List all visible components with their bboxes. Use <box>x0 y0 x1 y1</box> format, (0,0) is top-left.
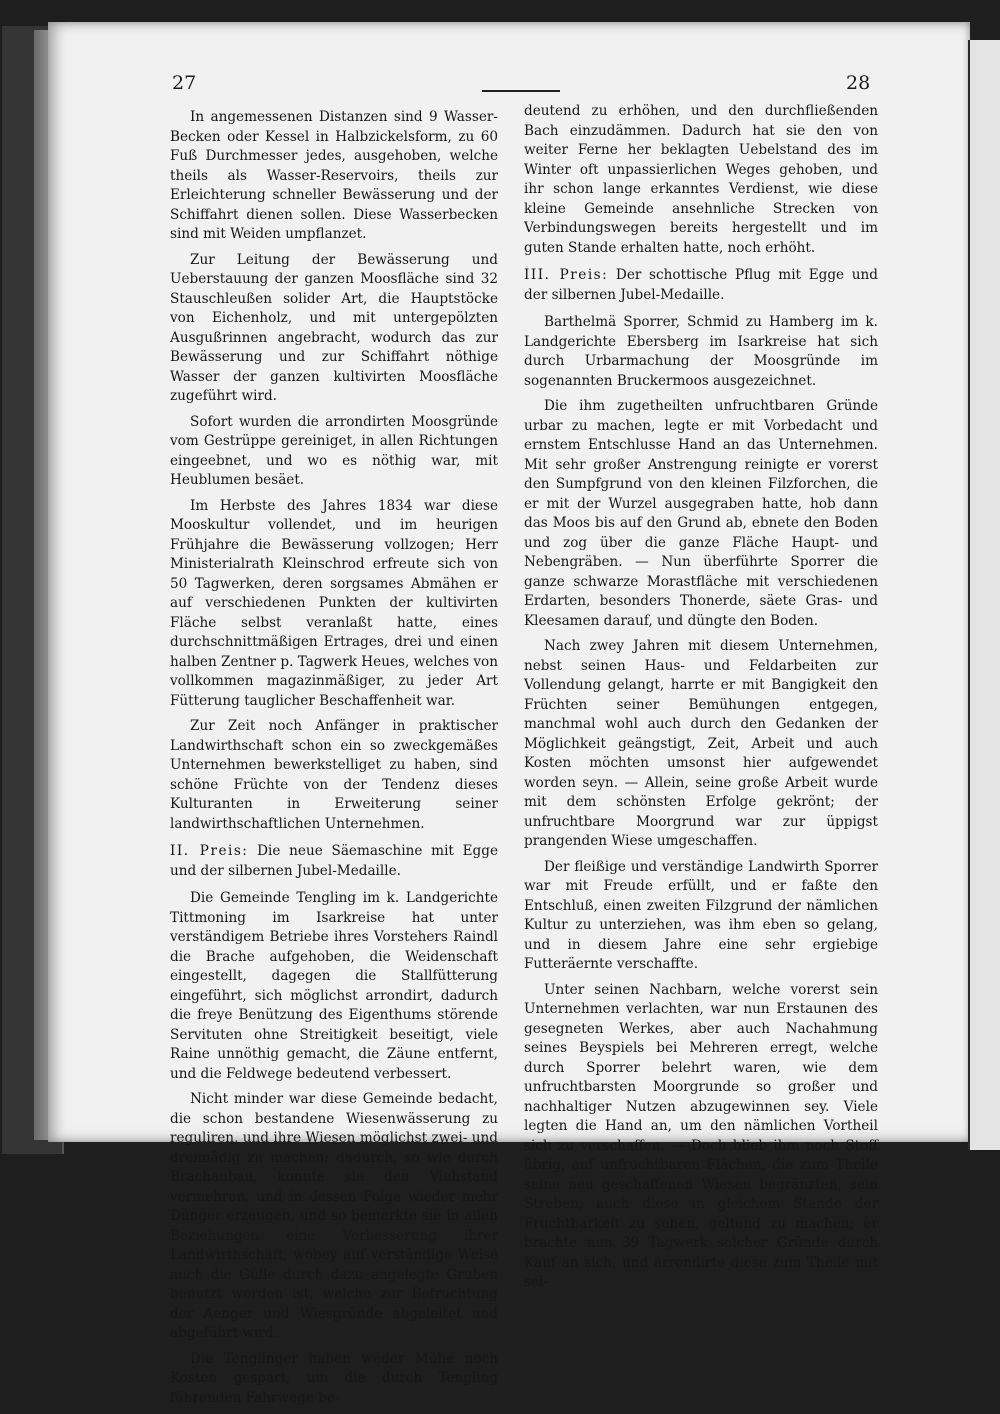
prize-title: Die neue Säemaschine mit Egge und der silbernen Jubel-Medaille. <box>170 843 498 879</box>
prize-title: Der schottische Pflug mit Egge und der silbernen Jubel-Medaille. <box>524 267 878 303</box>
paragraph: Nicht minder war diese Gemeinde bedacht, die schon bestandene Wiesenwässerung zu reguliren, und ihre Wiesen möglichst zwei- und dreimädig zu machen; dadurch, so wie durch Brachanbau, konnte sie den Viehstand vermehren, und in dessen Folge wieder mehr Dünger erzeugen, und so bemerkte sie in allen Beziehungen eine Verbesserung ihrer Landwirthschaft, wobey auf verständige Weise auch die Gülle durch dazu angelegte Gruben benutzt worden ist, welche zur Befruchtung der Aenger und Wiesgründe abgeleitet und abgeführt wird. <box>170 1091 498 1341</box>
paragraph: Barthelmä Sporrer, Schmid zu Hamberg im k. Landgerichte Ebersberg im Isarkreise hat sich durch Urbarmachung der Moosgründe im sogenannten Bruckermoos ausgezeichnet. <box>524 314 878 389</box>
prize-label: II. Preis: <box>170 843 249 859</box>
right-column <box>524 102 878 1299</box>
paragraph: Zur Leitung der Bewässerung und Ueberstauung der ganzen Moosfläche sind 32 Stauschleußen solider Art, die Hauptstöcke von Eichenholz, und mit untergepölzten Ausgußrinnen angebracht, wodurch das zur Bewässerung und zur Schiffahrt nöthige Wasser der ganzen kultivirten Moosfläche zugeführt wird. <box>170 251 498 404</box>
header-rule <box>482 90 560 92</box>
paragraph: Die Gemeinde Tengling im k. Landgerichte Tittmoning im Isarkreise hat unter verständigem Betriebe ihres Vorstehers Raindl die Brache aufgehoben, die Weidenschaft eingestellt, dagegen die Stallfütterung eingeführt, sich möglichst arrondirt, dadurch die freye Benützung des Eigenthums störende Servituten ohne Streitigkeit beseitigt, viele Raine unnöthig gemacht, die Zäune entfernt, und die Feldwege bedeutend verbessert. <box>170 890 498 1082</box>
paragraph: Unter seinen Nachbarn, welche vorerst sein Unternehmen verlachten, war nun Erstaunen des gesegneten Werkes, aber auch Nachahmung seines Beyspiels bei Mehreren erregt, welche durch Sporrer belehrt waren, wie dem unfruchtbarsten Moorgrunde so großer und nachhaltiger Nutzen abzugewinnen sey. Viele legten die Hand an, um den nämlichen Vortheil sich zu verschaffen. — Doch blieb ihm noch Stoff übrig, auf unfruchtbaren Flächen, die zum Theile seine neu geschaffenen Wiesen begränzten, sein Streben, auch diese in gleichem Stande der Fruchtbarkeit zu sehen, geltend zu machen; er brachte nun 39 Tagwerk solcher Gründe durch Kauf an sich, und arrondirte diese zum Theile mit sei- <box>524 981 878 1290</box>
paragraph: Sofort wurden die arrondirten Moosgründe vom Gestrüppe gereiniget, in allen Richtungen eingeebnet, und wo es nöthig war, mit Heublumen besäet. <box>170 413 498 488</box>
next-page-edge <box>968 40 1000 1150</box>
prize-heading-ii <box>170 842 498 881</box>
page-number-right: 28 <box>846 72 871 94</box>
prize-label: III. Preis: <box>524 267 609 283</box>
paragraph: Zur Zeit noch Anfänger in praktischer Landwirthschaft schon ein so zweckgemäßes Unternehmen bewerkstelliget zu haben, sind schöne Früchte von der Tendenz dieses Kulturanten in Erweiterung seiner landwirthschaftlichen Unternehmen. <box>170 718 498 832</box>
paragraph: Nach zwey Jahren mit diesem Unternehmen, nebst seinen Haus- und Feldarbeiten zur Vollendung gelangt, harrte er mit Bangigkeit den Früchten seiner Bemühungen entgegen, manchmal wohl auch durch den Gedanken der Möglichkeit geängstigt, Zeit, Arbeit und auch Kosten möchten umsonst hier aufgewendet worden seyn. — Allein, seine große Arbeit wurde mit dem schönsten Erfolge gekrönt; der unfruchtbare Moorgrund war zur üppigst prangenden Wiese umgeschaffen. <box>524 638 878 849</box>
paragraph: Die ihm zugetheilten unfruchtbaren Gründe urbar zu machen, legte er mit Vorbedacht und ernstem Entschlusse Hand an das Unternehmen. Mit sehr großer Anstrengung reinigte er vorerst den Sumpfgrund von den kleinen Filzforchen, die er mit der Wurzel ausgegraben hatte, hob dann das Moos bis auf den Grund ab, ebnete den Boden und zog über die ganze Fläche Haupt- und Nebengräben. — Nun überführte Sporrer die ganze schwarze Morastfläche mit verschiedenen Erdarten, besonders Thonerde, säete Gras- und Kleesamen darauf, und düngte den Boden. <box>524 398 878 629</box>
prize-heading-iii <box>524 266 878 305</box>
paragraph-continued: deutend zu erhöhen, und den durchfließenden Bach einzudämmen. Dadurch hat sie den von weiter Ferne her beklagten Uebelstand des im Winter oft unpassierlichen Weges gehoben, und ihr schon lange erkanntes Verdienst, wie diese kleine Gemeinde ansehnliche Strecken von Verbindungswegen bereits hergestellt und im guten Stande erhalten hatte, noch erhöht. <box>524 103 878 256</box>
page-number-left: 27 <box>172 72 197 94</box>
paragraph: Die Tenglinger haben weder Mühe noch Kosten gespart, um die durch Tengling führenden Fahrwege be- <box>170 1350 498 1406</box>
paragraph: Der fleißige und verständige Landwirth Sporrer war mit Freude erfüllt, und er faßte den Entschluß, einen zweiten Filzgrund der nämlichen Kultur zu unterziehen, was ihm eben so gelang, und in diesem Jahre eine sehr ergiebige Futteräernte verschaffte. <box>524 858 878 972</box>
paragraph: Im Herbste des Jahres 1834 war diese Mooskultur vollendet, und im heurigen Frühjahre die Bewässerung vollzogen; Herr Ministerialrath Kleinschrod erfreute sich von 50 Tagwerken, deren sorgsames Abmähen er auf verschiedenen Punkten der kultivirten Fläche selbst veranlaßt hatte, eines durchschnittmäßigen Ertrages, drei und einen halben Zentner p. Tagwerk Heues, welches von vollkommen magazinmäßiger, zu jeder Art Fütterung tauglicher Beschaffenheit war. <box>170 497 498 709</box>
left-column <box>170 108 498 1414</box>
paragraph: In angemessenen Distanzen sind 9 Wasser-Becken oder Kessel in Halbzickelsform, zu 60 Fuß Durchmesser jedes, ausgehoben, welche theils als Wasser-Reservoirs, theils zur Erleichterung schneller Bewässerung und der Schiffahrt dienen sollen. Diese Wasserbecken sind mit Weiden umpflanzet. <box>170 109 498 242</box>
